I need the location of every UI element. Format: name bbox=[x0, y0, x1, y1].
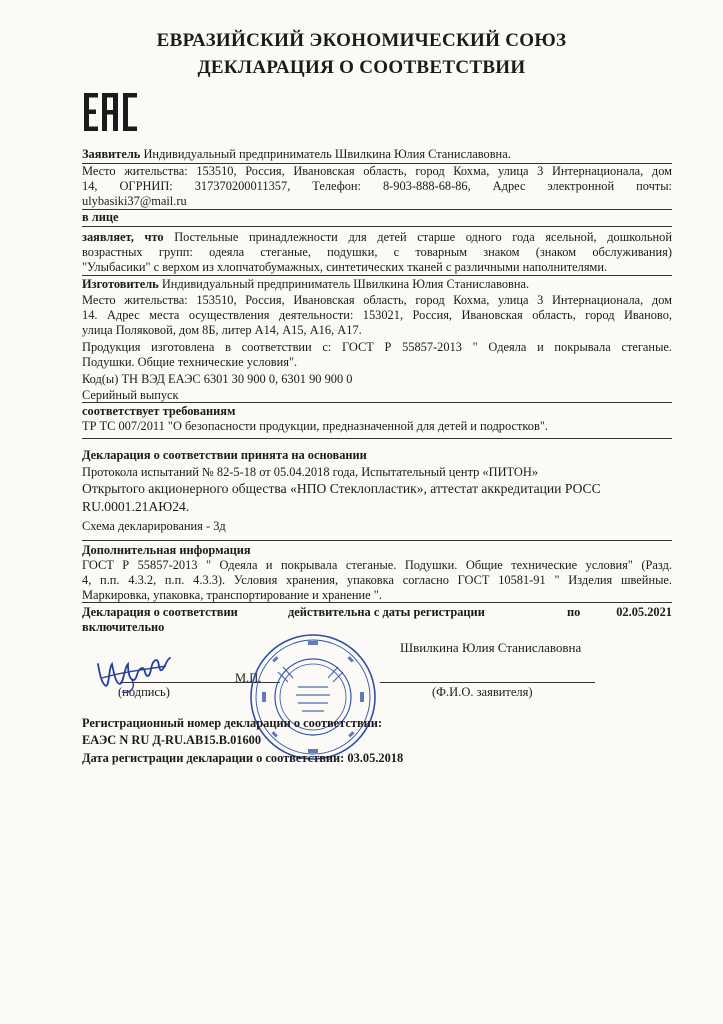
basis-line-1: Протокола испытаний № 82-5-18 от 05.04.2018 года, Испытательный центр «ПИТОН» bbox=[82, 465, 539, 479]
basis-label: Декларация о соответствии принята на основании bbox=[82, 448, 367, 462]
mp-label: М.П. bbox=[235, 671, 262, 685]
manufacturer-codes: Код(ы) ТН ВЭД ЕАЭС 6301 30 900 0, 6301 90 900 0 bbox=[82, 372, 353, 386]
registration-date: 03.05.2018 bbox=[347, 751, 404, 765]
conforms-section bbox=[82, 404, 672, 434]
manufacturer-name: Индивидуальный предприниматель Швилкина Юлия Станиславовна. bbox=[161, 277, 530, 291]
divider bbox=[82, 540, 672, 541]
divider bbox=[82, 226, 672, 227]
validity-section bbox=[82, 605, 672, 635]
declares-section bbox=[82, 230, 672, 276]
union-title: ЕВРАЗИЙСКИЙ ЭКОНОМИЧЕСКИЙ СОЮЗ bbox=[156, 30, 567, 51]
fio-line bbox=[380, 682, 595, 683]
document-title: ДЕКЛАРАЦИЯ О СООТВЕТСТВИИ bbox=[197, 57, 526, 78]
declares-line-2: возрастных групп: одеяла стеганые, подушки, с товарным знаком (знаком обслуживания) bbox=[82, 245, 672, 259]
registration-section bbox=[82, 716, 672, 766]
basis-line-3: RU.0001.21АЮ24. bbox=[82, 499, 190, 514]
declares-label: заявляет, что bbox=[82, 230, 164, 244]
registration-label: Регистрационный номер декларации о соответствии: bbox=[82, 716, 383, 730]
additional-section bbox=[82, 543, 672, 603]
manufacturer-section bbox=[82, 277, 672, 403]
basis-scheme: Схема декларирования - 3д bbox=[82, 519, 226, 533]
manufacturer-standard-2: Подушки. Общие технические условия". bbox=[82, 355, 298, 369]
validity-text-3: по bbox=[567, 605, 581, 619]
signer-name: Швилкина Юлия Станиславовна bbox=[400, 640, 582, 655]
declares-line-3: "Улыбасики" с верхом из хлопчатобумажных, синтетических тканей с различными наполнителями. bbox=[82, 260, 672, 276]
validity-date: 02.05.2021 bbox=[616, 605, 672, 619]
basis-line-2: Открытого акционерного общества «НПО Стеклопластик», аттестат аккредитации РОСС bbox=[82, 481, 601, 496]
applicant-email: ulybasiki37@mail.ru bbox=[82, 194, 672, 210]
divider bbox=[82, 438, 672, 439]
eac-logo-icon bbox=[82, 91, 140, 133]
registration-number: ЕАЭС N RU Д-RU.АВ15.В.01600 bbox=[82, 733, 262, 747]
applicant-address-1: Место жительства: 153510, Россия, Ивановская область, город Кохма, улица 3 Интернационала, дом bbox=[82, 164, 672, 178]
validity-text-2: действительна с даты регистрации bbox=[288, 605, 485, 619]
in-person-label: в лице bbox=[82, 210, 119, 224]
additional-label: Дополнительная информация bbox=[82, 543, 251, 557]
manufacturer-serial: Серийный выпуск bbox=[82, 388, 179, 402]
manufacturer-line-2: 14. Адрес места осуществления деятельности: 153021, Россия, Ивановская область, город Иваново, bbox=[82, 308, 672, 322]
handwritten-signature-icon bbox=[92, 650, 172, 696]
applicant-section bbox=[82, 147, 672, 210]
applicant-label: Заявитель bbox=[82, 147, 141, 161]
manufacturer-label: Изготовитель bbox=[82, 277, 159, 291]
conforms-text: ТР ТС 007/2011 "О безопасности продукции, предназначенной для детей и подростков". bbox=[82, 419, 549, 433]
applicant-name: Индивидуальный предприниматель Швилкина Юлия Станиславовна. bbox=[143, 147, 511, 161]
conforms-label: соответствует требованиям bbox=[82, 404, 236, 418]
additional-line-3: Маркировка, упаковка, транспортирование и хранение ". bbox=[82, 588, 382, 602]
fio-label: (Ф.И.О. заявителя) bbox=[432, 685, 533, 699]
applicant-address-2: 14, ОГРНИП: 317370200011357, Телефон: 8-903-888-68-86, Адрес электронной почты: bbox=[82, 179, 672, 193]
declares-line-1: Постельные принадлежности для детей старше одного года ясельной, дошкольной bbox=[174, 230, 672, 244]
divider bbox=[82, 402, 672, 403]
validity-text-1: Декларация о соответствии bbox=[82, 605, 238, 619]
additional-line-1: ГОСТ Р 55857-2013 " Одеяла и покрывала стеганые. Подушки. Общие технические условия" (Разд. bbox=[82, 558, 672, 572]
basis-section bbox=[82, 448, 672, 534]
manufacturer-standard-1: Продукция изготовлена в соответствии с: ГОСТ Р 55857-2013 " Одеяла и покрывала стеганые. bbox=[82, 340, 672, 354]
additional-line-2: 4, п.п. 4.3.2, п.п. 4.3.3). Условия хранения, упаковка согласно ГОСТ 10581-91 " Изделия швейные. bbox=[82, 573, 672, 587]
registration-date-label: Дата регистрации декларации о соответствии: bbox=[82, 751, 345, 765]
sign-label: (подпись) bbox=[118, 685, 170, 699]
divider bbox=[82, 602, 672, 603]
validity-text-4: включительно bbox=[82, 620, 165, 634]
manufacturer-line-3: улица Поляковой, дом 8Б, литер А14, А15, А16, А17. bbox=[82, 323, 362, 337]
manufacturer-line-1: Место жительства: 153510, Россия, Ивановская область, город Кохма, улица 3 Интернационала, дом bbox=[82, 293, 672, 307]
